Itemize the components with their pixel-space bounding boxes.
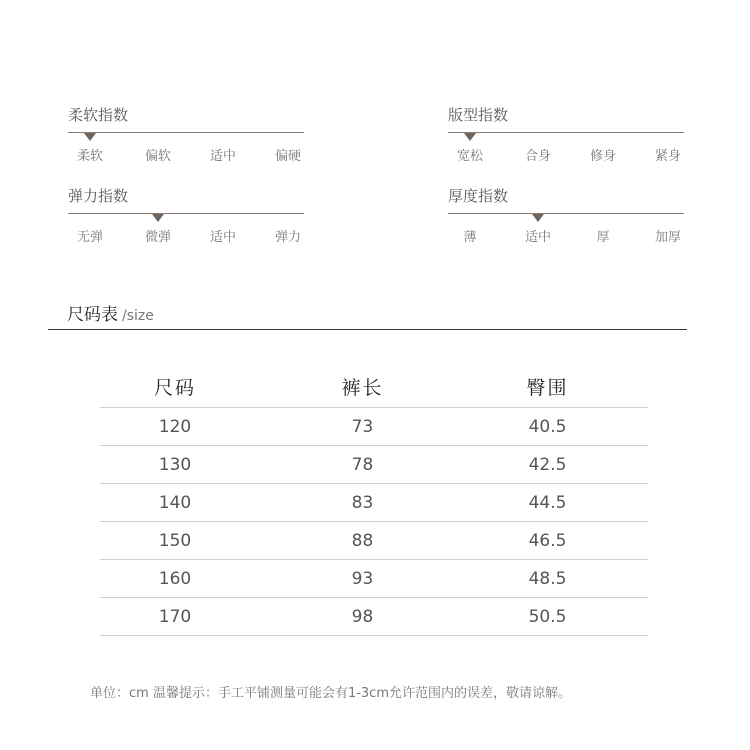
table-row bbox=[100, 522, 648, 560]
size-chart-title: 尺码表 bbox=[67, 305, 118, 325]
table-row bbox=[100, 484, 648, 522]
index-title: 弹力指数 bbox=[68, 187, 129, 205]
table-cell: 44.5 bbox=[528, 492, 567, 513]
index-label: 偏软 bbox=[144, 149, 172, 164]
table-row bbox=[100, 598, 648, 636]
size-chart-subtitle: /size bbox=[122, 308, 154, 324]
table-cell: 88 bbox=[351, 530, 374, 551]
index-title: 版型指数 bbox=[448, 106, 509, 124]
index-label: 加厚 bbox=[654, 230, 682, 245]
index-label: 微弹 bbox=[144, 230, 172, 245]
index-marker bbox=[152, 214, 164, 222]
fit-index bbox=[448, 104, 684, 164]
index-marker bbox=[84, 133, 96, 141]
table-cell: 160 bbox=[158, 568, 192, 589]
index-label: 无弹 bbox=[76, 230, 104, 245]
table-cell: 170 bbox=[158, 606, 192, 627]
elasticity-index bbox=[68, 185, 304, 245]
table-cell: 120 bbox=[158, 416, 192, 437]
table-cell: 73 bbox=[351, 416, 374, 437]
index-label: 紧身 bbox=[654, 149, 682, 164]
table-row bbox=[100, 560, 648, 598]
index-label: 合身 bbox=[524, 149, 552, 164]
index-title: 厚度指数 bbox=[448, 187, 509, 205]
table-cell: 98 bbox=[351, 606, 374, 627]
index-marker bbox=[464, 133, 476, 141]
index-label: 偏硬 bbox=[274, 149, 302, 164]
index-title: 柔软指数 bbox=[68, 106, 129, 124]
index-label: 薄 bbox=[463, 230, 477, 245]
softness-index bbox=[68, 104, 304, 164]
size-table bbox=[100, 365, 648, 636]
index-label: 弹力 bbox=[274, 230, 302, 245]
thickness-index bbox=[448, 185, 684, 245]
table-cell: 40.5 bbox=[528, 416, 567, 437]
index-labels bbox=[68, 226, 304, 244]
table-cell: 46.5 bbox=[528, 530, 567, 551]
table-cell: 48.5 bbox=[528, 568, 567, 589]
section-divider bbox=[48, 329, 687, 330]
index-label: 适中 bbox=[209, 230, 237, 245]
table-cell: 83 bbox=[351, 492, 374, 513]
index-scale-line bbox=[448, 213, 684, 214]
index-label: 厚 bbox=[596, 230, 610, 245]
index-scale-line bbox=[68, 132, 304, 133]
table-cell: 78 bbox=[351, 454, 374, 475]
table-row bbox=[100, 446, 648, 484]
table-cell: 150 bbox=[158, 530, 192, 551]
measurement-note: 单位：cm 温馨提示：手工平铺测量可能会有1-3cm允许范围内的误差，敬请谅解。 bbox=[90, 686, 571, 701]
index-label: 宽松 bbox=[456, 149, 484, 164]
table-header-row bbox=[100, 365, 648, 408]
column-header-size: 尺码 bbox=[153, 376, 196, 399]
index-marker bbox=[532, 214, 544, 222]
table-cell: 50.5 bbox=[528, 606, 567, 627]
index-label: 修身 bbox=[589, 149, 617, 164]
table-cell: 93 bbox=[351, 568, 374, 589]
size-chart-heading bbox=[67, 300, 154, 325]
table-cell: 140 bbox=[158, 492, 192, 513]
index-label: 适中 bbox=[209, 149, 237, 164]
index-scale-line bbox=[448, 132, 684, 133]
table-cell: 42.5 bbox=[528, 454, 567, 475]
index-label: 柔软 bbox=[76, 149, 104, 164]
index-labels bbox=[68, 145, 304, 163]
column-header-length: 裤长 bbox=[341, 376, 384, 399]
index-scale-line bbox=[68, 213, 304, 214]
index-label: 适中 bbox=[524, 230, 552, 245]
table-row bbox=[100, 408, 648, 446]
column-header-hip: 臀围 bbox=[526, 376, 569, 399]
index-labels bbox=[448, 145, 684, 163]
table-cell: 130 bbox=[158, 454, 192, 475]
index-labels bbox=[448, 226, 684, 244]
